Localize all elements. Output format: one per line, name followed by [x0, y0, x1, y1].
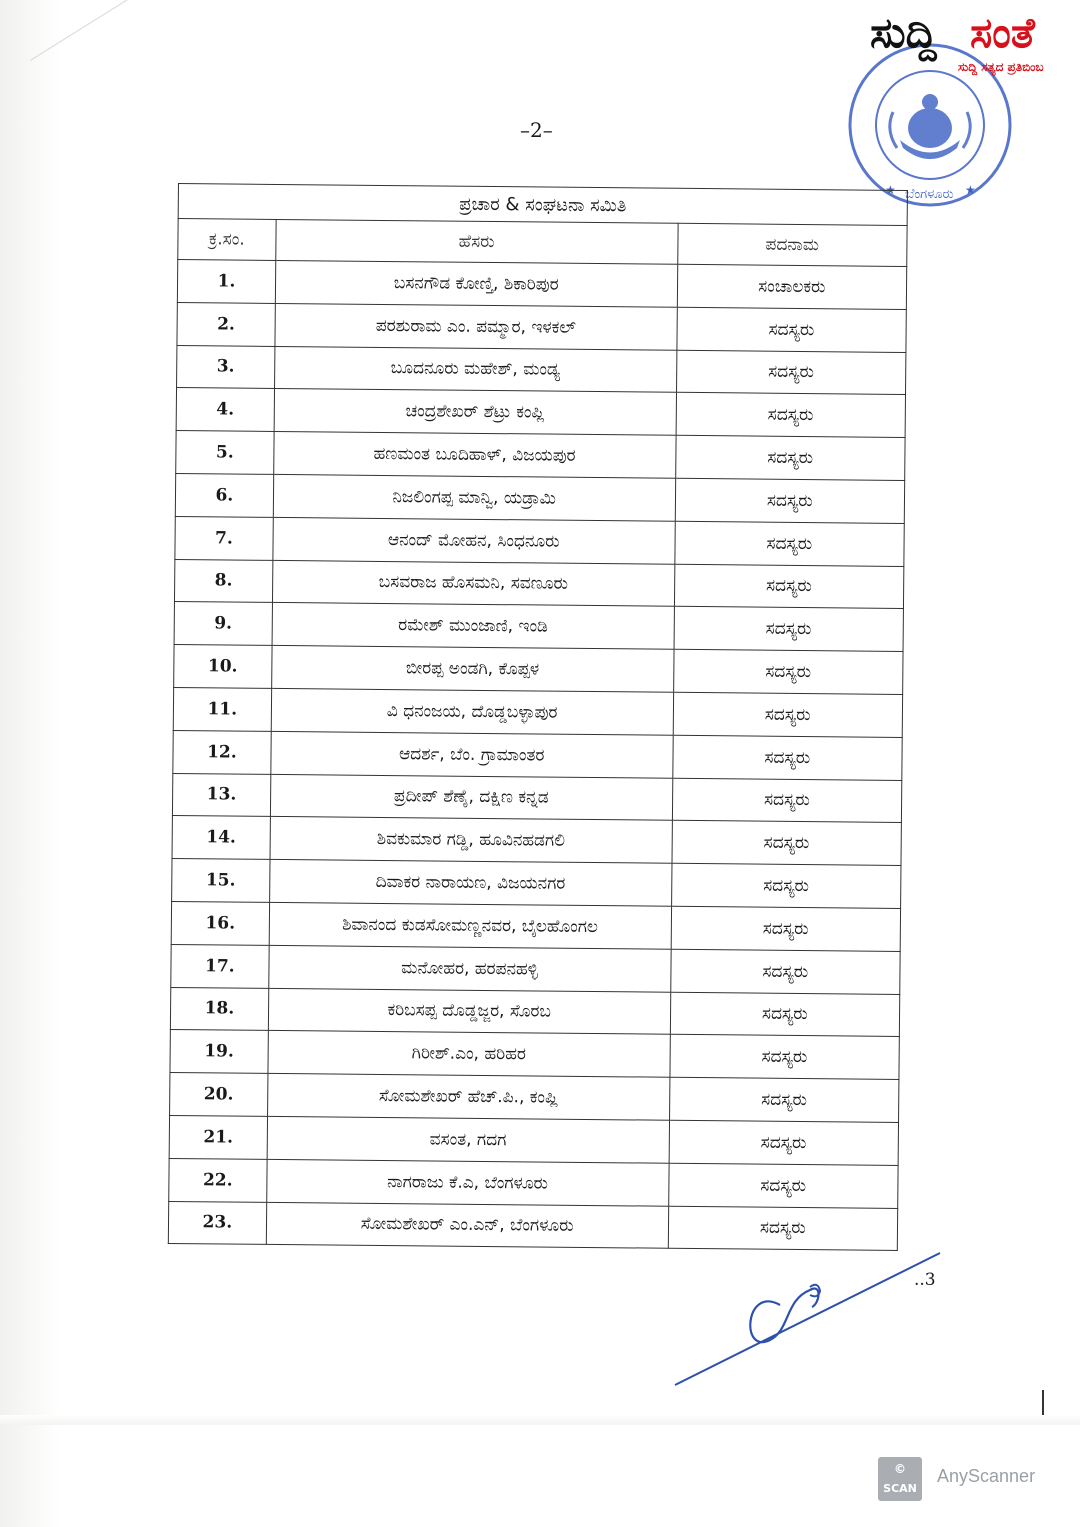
row-number: 20.: [170, 1073, 268, 1117]
row-number: 5.: [176, 431, 274, 475]
scanner-watermark: [878, 1457, 1048, 1501]
table-row: [171, 944, 900, 994]
row-number: 8.: [174, 559, 272, 603]
row-number: 19.: [170, 1030, 268, 1074]
member-name: ಮನೋಹರ, ಹರಪನಹಳ್ಳಿ: [269, 945, 671, 992]
row-number: 15.: [172, 859, 270, 903]
member-name: ನಾಗರಾಜು ಕೆ.ಎ, ಬೆಂಗಳೂರು: [266, 1159, 668, 1206]
paper-bottom-edge: [0, 1415, 1080, 1425]
member-role: ಸದಸ್ಯರು: [673, 649, 903, 694]
row-number: 21.: [169, 1115, 267, 1159]
row-number: 16.: [171, 901, 269, 945]
table-row: [172, 859, 901, 909]
svg-text:★: ★: [885, 183, 896, 197]
member-name: ದಿವಾಕರ ನಾರಾಯಣ, ವಿಜಯನಗರ: [269, 860, 671, 907]
member-name: ಹಣಮಂತ ಬೂದಿಹಾಳ್, ವಿಜಯಪುರ: [273, 432, 675, 479]
page-number: –2–: [520, 118, 553, 142]
member-name: ಸೋಮಶೇಖರ್ ಹೆಚ್.ಪಿ., ಕಂಪ್ಲಿ: [267, 1074, 669, 1121]
member-role: ಸದಸ್ಯರು: [668, 1206, 898, 1251]
table-row: [170, 1030, 899, 1080]
member-name: ಬಸವರಾಜ ಹೊಸಮನಿ, ಸವಣೂರು: [272, 560, 674, 607]
row-number: 13.: [172, 773, 270, 817]
row-number: 3.: [177, 345, 275, 389]
row-number: 6.: [175, 473, 273, 517]
table-row: [169, 1158, 898, 1208]
scanner-app-name: AnyScanner: [937, 1466, 1036, 1486]
member-name: ಪರಶುರಾಮ ಎಂ. ಪಮ್ಮಾರ, ಇಳಕಲ್: [275, 303, 677, 350]
brand-logo: [870, 8, 1070, 74]
member-name: ಗಿರೀಶ್.ಎಂ, ಹರಿಹರ: [268, 1031, 670, 1078]
member-name: ಚಂದ್ರಶೇಖರ್ ಶೆಟ್ರು ಕಂಪ್ಲಿ: [274, 389, 676, 436]
row-number: 2.: [177, 302, 275, 346]
logo-word-accent: ಸಂತೆ: [970, 8, 1035, 57]
member-name: ಆದರ್ಶ, ಬೆಂ. ಗ್ರಾಮಾಂತರ: [271, 731, 673, 778]
table-title: ಪ್ರಚಾರ & ಸಂಘಟನಾ ಸಮಿತಿ: [178, 184, 907, 226]
seal-text: ಬೆಂಗಳೂರು: [905, 187, 954, 202]
row-number: 7.: [175, 516, 273, 560]
column-header-role: ಪದನಾಮ: [677, 223, 907, 266]
row-number: 4.: [176, 388, 274, 432]
member-role: ಸದಸ್ಯರು: [673, 692, 903, 737]
svg-text:★: ★: [965, 183, 976, 197]
table-row: [169, 1115, 898, 1165]
scan-badge-label: SCAN: [883, 1482, 917, 1495]
row-number: 18.: [170, 987, 268, 1031]
committee-table: [168, 183, 908, 1251]
member-name: ಸೋಮಶೇಖರ್ ಎಂ.ಎನ್, ಬೆಂಗಳೂರು: [266, 1202, 668, 1249]
member-role: ಸದಸ್ಯರು: [672, 778, 902, 823]
member-name: ಆನಂದ್ ಮೋಹನ, ಸಿಂಧನೂರು: [273, 517, 675, 564]
table-row: [173, 730, 902, 780]
member-name: ರಮೇಶ್ ಮುಂಜಾಣಿ, ಇಂಡಿ: [272, 603, 674, 650]
member-role: ಸದಸ್ಯರು: [669, 1077, 899, 1122]
member-name: ಶಿವಕುಮಾರ ಗಡ್ಡಿ, ಹೂವಿನಹಡಗಲಿ: [270, 817, 672, 864]
row-number: 14.: [172, 816, 270, 860]
member-role: ಸದಸ್ಯರು: [669, 1120, 899, 1165]
table-row: [174, 602, 903, 652]
table-row: [176, 388, 905, 438]
table-row: [171, 901, 900, 951]
continuation-marker: ..3: [914, 1270, 936, 1290]
row-number: 1.: [177, 260, 275, 304]
table-row: [172, 816, 901, 866]
member-role: ಸದಸ್ಯರು: [675, 478, 905, 523]
member-role: ಸದಸ್ಯರು: [671, 863, 901, 908]
member-role: ಸದಸ್ಯರು: [676, 393, 906, 438]
member-role: ಸದಸ್ಯರು: [674, 521, 904, 566]
member-role: ಸದಸ್ಯರು: [674, 564, 904, 609]
member-role: ಸದಸ್ಯರು: [670, 949, 900, 994]
logo-tagline: ಸುದ್ದಿ ಸತ್ಯದ ಪ್ರತಿಬಿಂಬ: [958, 60, 1044, 74]
member-role: ಸಂಚಾಲಕರು: [677, 264, 907, 309]
table-row: [177, 302, 906, 352]
member-role: ಸದಸ್ಯರು: [670, 1035, 900, 1080]
row-number: 12.: [173, 730, 271, 774]
column-header-name: ಹೆಸರು: [276, 219, 678, 264]
member-role: ಸದಸ್ಯರು: [672, 821, 902, 866]
table-row: [177, 345, 906, 395]
member-role: ಸದಸ್ಯರು: [677, 307, 907, 352]
table-body: [168, 260, 906, 1251]
table-row: [173, 687, 902, 737]
handwritten-signature: [670, 1245, 950, 1395]
member-role: ಸದಸ್ಯರು: [672, 735, 902, 780]
member-name: ಕರಿಬಸಪ್ಪ ದೊಡ್ಡಜ್ಜರ, ಸೊರಬ: [268, 988, 670, 1035]
table-row: [170, 1073, 899, 1123]
scan-icon: © SCAN: [878, 1457, 922, 1501]
member-role: ಸದಸ್ಯರು: [671, 906, 901, 951]
table-row: [175, 516, 904, 566]
member-name: ಪ್ರದೀಪ್ ಶೆಣೈ, ದಕ್ಷಿಣ ಕನ್ನಡ: [270, 774, 672, 821]
paper-edge-shadow: [0, 0, 60, 1527]
table-row: [174, 645, 903, 695]
row-number: 23.: [168, 1201, 266, 1245]
table-row: [177, 260, 906, 310]
member-name: ವಸಂತ, ಗದಗ: [267, 1116, 669, 1163]
member-role: ಸದಸ್ಯರು: [674, 607, 904, 652]
table-row: [172, 773, 901, 823]
table-row: [174, 559, 903, 609]
logo-word-primary: ಸುದ್ದಿ: [870, 8, 937, 57]
member-name: ಶಿವಾನಂದ ಕುಡಸೋಮಣ್ಣನವರ, ಬೈಲಹೊಂಗಲ: [269, 902, 671, 949]
row-number: 17.: [171, 944, 269, 988]
table-row: [170, 987, 899, 1037]
member-name: ವಿ ಧನಂಜಯ, ದೊಡ್ಡಬಳ್ಳಾಪುರ: [271, 688, 673, 735]
member-name: ಬೀರಪ್ಪ ಅಂಡಗಿ, ಕೊಪ್ಪಳ: [271, 646, 673, 693]
row-number: 10.: [174, 645, 272, 689]
row-number: 22.: [169, 1158, 267, 1202]
member-role: ಸದಸ್ಯರು: [676, 350, 906, 395]
table-row: [176, 431, 905, 481]
member-role: ಸದಸ್ಯರು: [668, 1163, 898, 1208]
member-name: ನಿಜಲಿಂಗಪ್ಪ ಮಾನ್ವಿ, ಯಡ್ರಾಮಿ: [273, 474, 675, 521]
column-header-number: ಕ್ರ.ಸಂ.: [178, 219, 276, 261]
row-number: 11.: [173, 687, 271, 731]
member-name: ಬಸನಗೌಡ ಕೋಣ್ತಿ, ಶಿಕಾರಿಪುರ: [275, 260, 677, 307]
member-name: ಬೂದನೂರು ಮಹೇಶ್, ಮಂಡ್ಯ: [274, 346, 676, 393]
row-number: 9.: [174, 602, 272, 646]
member-role: ಸದಸ್ಯರು: [675, 435, 905, 480]
table-row: [175, 473, 904, 523]
member-role: ಸದಸ್ಯರು: [670, 992, 900, 1037]
table-row: [168, 1201, 897, 1251]
